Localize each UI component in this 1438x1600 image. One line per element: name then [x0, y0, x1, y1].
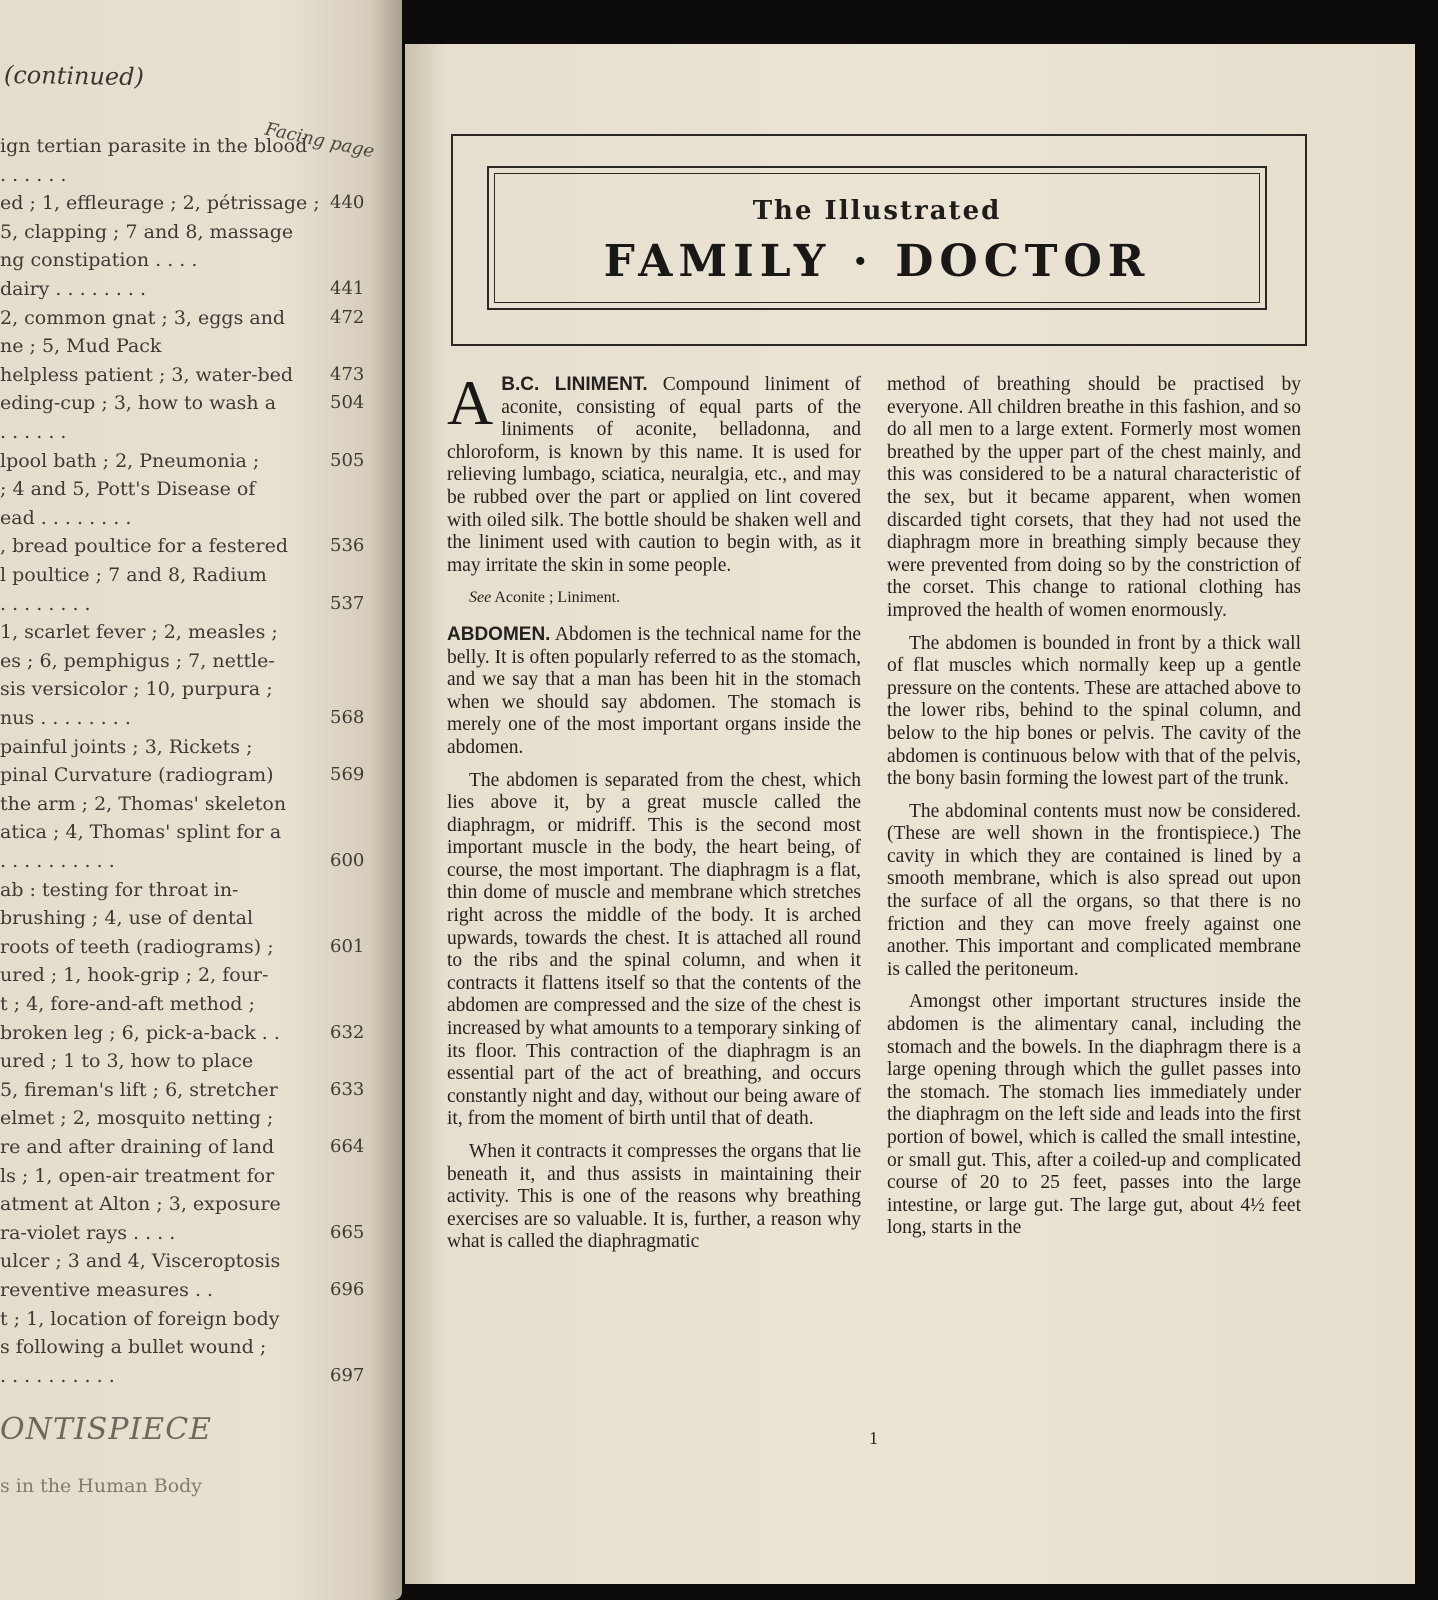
toc-entry: es ; 6, pemphigus ; 7, nettle-	[0, 650, 275, 672]
title-small: The Illustrated	[752, 196, 1002, 226]
toc-entry: roots of teeth (radiograms) ;	[0, 936, 274, 958]
title-frame	[451, 134, 1307, 346]
title-inner-frame	[487, 166, 1267, 310]
toc-entry: lpool bath ; 2, Pneumonia ;	[0, 450, 260, 472]
paragraph: The abdomen is bounded in front by a thick wall of flat muscles which normally keep up a gentle pressure on the contents. These are attached above to the lower ribs, behind to the spinal column, and below to the hip bones or pelvis. The cavity of the abdomen is continuous below with that of the pelvis, the bony basin forming the lowest part of the trunk.	[887, 632, 1301, 790]
toc-entry: . . . . . .	[0, 421, 67, 443]
toc-entry: ign tertian parasite in the blood	[0, 135, 308, 157]
entry-heading-abdomen: ABDOMEN.	[447, 623, 551, 645]
toc-page-number: 600	[330, 850, 365, 871]
toc-page-number: 632	[330, 1022, 365, 1043]
toc-page-number: 440	[330, 192, 365, 213]
paragraph: Amongst other important structures inside the abdomen is the alimentary canal, including the stomach and the bowels. In the diaphragm there is a large opening through which the gullet passes into the stomach. The stomach lies immediately under the diaphragm on the left side and leads into the first portion of bowel, which is called the small intestine, or small gut. This, after a coiled-up and complicated course of 20 to 25 feet, passes into the large intestine, or large gut. The large gut, about 4½ feet long, starts in the	[887, 991, 1301, 1239]
right-page	[405, 44, 1415, 1584]
left-page	[0, 0, 402, 1600]
toc-entry: l poultice ; 7 and 8, Radium	[0, 564, 267, 586]
toc-page-number: 441	[330, 278, 365, 299]
toc-page-number: 633	[330, 1079, 365, 1100]
entry-abdomen	[447, 624, 861, 760]
text-column-right	[887, 374, 1301, 1250]
toc-entry: brushing ; 4, use of dental	[0, 907, 254, 929]
toc-entry: atment at Alton ; 3, exposure	[0, 1193, 281, 1215]
toc-entry: re and after draining of land	[0, 1136, 275, 1158]
toc-page-number: 569	[330, 764, 365, 785]
toc-entry: the arm ; 2, Thomas' skeleton	[0, 793, 287, 815]
toc-entry: 5, clapping ; 7 and 8, massage	[0, 221, 294, 243]
toc-page-number: 568	[330, 707, 365, 728]
toc-page-number: 697	[330, 1365, 365, 1386]
toc-entry: sis versicolor ; 10, purpura ;	[0, 678, 273, 700]
toc-entry: . . . . . . . . . .	[0, 1365, 115, 1387]
text-column-left	[447, 367, 861, 1264]
toc-entry: 5, fireman's lift ; 6, stretcher	[0, 1079, 278, 1101]
paragraph: When it contracts it compresses the organs that lie beneath it, and thus assists in maintaining their activity. This is one of the reasons why breathing exercises are so valuable. It is, further, a reason why what is called the diaphragmatic	[447, 1141, 861, 1253]
toc-entry: 2, common gnat ; 3, eggs and	[0, 307, 286, 329]
toc-entry: . . . . . . . .	[0, 593, 91, 615]
entry-body-abdomen-p1: Abdomen is the technical name for the belly. It is often popularly referred to as the stomach, and we say that a man has been hit in the stomach when we should say abdomen. The stomach is merely one of the most important organs inside the abdomen.	[447, 623, 861, 758]
toc-entry: s following a bullet wound ;	[0, 1336, 267, 1358]
toc-entry: eding-cup ; 3, how to wash a	[0, 392, 277, 414]
toc-page-number: 536	[330, 535, 365, 556]
toc-entry: t ; 4, fore-and-aft method ;	[0, 993, 255, 1015]
toc-entry: . . . . . . . . . .	[0, 850, 115, 872]
entry-body-abc-liniment: Compound liniment of aconite, consisting of equal parts of the liniments of aconite, belladonna, and chloroform, is known by this name. It is used for relieving lumbago, sciatica, neuralgia, etc., and may be rubbed over the part or applied on lint covered with oiled silk. The bottle should be shaken well and the liniment used with caution to begin with, as it may irritate the skin in some people.	[447, 374, 861, 576]
toc-entry: dairy . . . . . . . .	[0, 278, 147, 300]
toc-page-number: 664	[330, 1136, 365, 1157]
toc-page-number: 472	[330, 307, 365, 328]
toc-entry: ead . . . . . . . .	[0, 507, 132, 529]
facing-page-label: Facing page	[263, 118, 377, 163]
toc-entry: t ; 1, location of foreign body	[0, 1308, 280, 1330]
toc-entry: ed ; 1, effleurage ; 2, pétrissage ;	[0, 192, 320, 214]
toc-entry: ured ; 1 to 3, how to place	[0, 1050, 254, 1072]
see-refs: Aconite ; Liniment.	[494, 589, 621, 607]
toc-entry: painful joints ; 3, Rickets ;	[0, 736, 253, 758]
toc-entry: ulcer ; 3 and 4, Visceroptosis	[0, 1250, 281, 1272]
toc-entry: broken leg ; 6, pick-a-back . .	[0, 1022, 280, 1044]
toc-page-number: 473	[330, 364, 365, 385]
toc-entry: 1, scarlet fever ; 2, measles ;	[0, 621, 278, 643]
toc-entry: . . . . . .	[0, 164, 67, 186]
paragraph: method of breathing should be practised by everyone. All children breathe in this fashion, and so do all men to a large extent. Formerly most women breathed by the upper part of the chest mainly, and this was considered to be a natural characteristic of the sex, but it became apparent, when women discarded tight corsets, that they had not used the diaphragm more in breathing simply because they were prevented from doing so by the constriction of the corset. This change to rational clothing has improved the health of women enormously.	[887, 374, 1301, 621]
see-also	[469, 587, 861, 610]
toc-page-number: 601	[330, 936, 365, 957]
toc-page-number: 537	[330, 593, 365, 614]
toc-entry: pinal Curvature (radiogram)	[0, 764, 274, 786]
see-label: See	[469, 589, 492, 607]
toc-entry: nus . . . . . . . .	[0, 707, 131, 729]
toc-entry: atica ; 4, Thomas' splint for a	[0, 821, 282, 843]
toc-entry: elmet ; 2, mosquito netting ;	[0, 1107, 274, 1129]
toc-entry: ; 4 and 5, Pott's Disease of	[0, 478, 256, 500]
toc-page-number: 665	[330, 1222, 365, 1243]
title-main: FAMILY · DOCTOR	[603, 236, 1151, 287]
toc-page-number: 505	[330, 450, 365, 471]
toc-entry: ng constipation . . . .	[0, 249, 198, 271]
entry-heading-abc-liniment: B.C. LINIMENT.	[501, 374, 648, 395]
toc-entry: reventive measures . .	[0, 1279, 214, 1301]
toc-entry: ne ; 5, Mud Pack	[0, 335, 162, 357]
toc-entry: ab : testing for throat in-	[0, 879, 239, 901]
toc-entry: helpless patient ; 3, water-bed	[0, 364, 294, 386]
frontispiece-caption: s in the Human Body	[0, 1475, 203, 1497]
paragraph: The abdomen is separated from the chest, which lies above it, by a great muscle called the diaphragm, or midriff. This is the second most important muscle in the body, the heart being, of course, the most important. The diaphragm is a flat, thin dome of muscle and membrane which stretches right across the middle of the body. It is arched upwards, towards the chest. It is attached all round to the ribs and the spinal column, and when it contracts it flattens itself so that the contents of the abdomen are compressed and the size of the chest is increased by what amounts to a temporary sinking of its floor. This contraction of the diaphragm is an essential part of the act of breathing, and occurs constantly night and day, without our being aware of it, from the moment of birth until that of death.	[447, 769, 861, 1130]
toc-entry: ls ; 1, open-air treatment for	[0, 1165, 275, 1187]
paragraph: The abdominal contents must now be considered. (These are well shown in the frontispiece.) The cavity in which they are contained is lined by a smooth membrane, which is also spread out upon the surface of all the organs, so that there is no friction and they can move freely against one another. This important and complicated membrane is called the peritoneum.	[887, 800, 1301, 980]
continued-label: (continued)	[3, 60, 145, 92]
title-inner-rule	[494, 173, 1260, 303]
page-number: 1	[869, 1428, 878, 1448]
entry-abc-liniment	[447, 367, 861, 577]
toc-page-number: 696	[330, 1279, 365, 1300]
toc-entry: ra-violet rays . . . .	[0, 1222, 176, 1244]
drop-cap: A	[447, 367, 494, 438]
toc-entry: ured ; 1, hook-grip ; 2, four-	[0, 964, 269, 986]
frontispiece-heading: ONTISPIECE	[0, 1412, 213, 1447]
toc-entry: , bread poultice for a festered	[0, 535, 289, 557]
toc-page-number: 504	[330, 392, 365, 413]
